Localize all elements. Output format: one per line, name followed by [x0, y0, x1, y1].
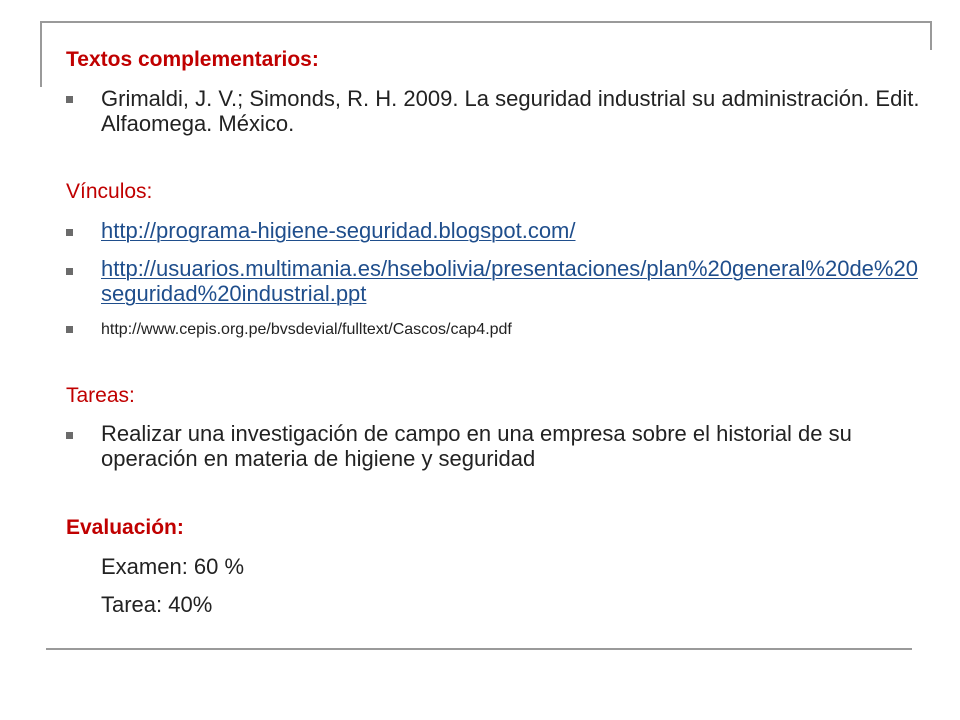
vinculos-item-1	[101, 218, 921, 243]
vinculos-item-2	[101, 256, 921, 306]
tareas-item: Realizar una investigación de campo en una empresa sobre el historial de su operación en materia de higiene y seguridad	[101, 421, 852, 471]
evaluacion-heading: Evaluación:	[66, 516, 184, 539]
vinculos-item-3-plain-url: http://www.cepis.org.pe/bvsdevial/fulltext/Cascos/cap4.pdf	[101, 321, 512, 338]
frame-line-right	[930, 21, 932, 50]
evaluacion-examen: Examen: 60 %	[101, 554, 245, 579]
frame-line-left	[40, 21, 42, 87]
link-multimania[interactable]: http://usuarios.multimania.es/hsebolivia/presentaciones/plan%20general%20de%20seguridad%20industrial.ppt	[101, 256, 918, 306]
tareas-heading: Tareas:	[66, 384, 135, 407]
bullet-square-icon	[66, 326, 73, 333]
bullet-square-icon	[66, 229, 73, 236]
bullet-square-icon	[66, 432, 73, 439]
textos-heading: Textos complementarios:	[66, 48, 319, 71]
link-blogspot[interactable]: http://programa-higiene-seguridad.blogspot.com/	[101, 218, 576, 243]
textos-item-reference: Grimaldi, J. V.; Simonds, R. H. 2009. La seguridad industrial su administración. Edit. Alfaomega. México.	[101, 86, 920, 136]
bullet-square-icon	[66, 268, 73, 275]
frame-line-bottom	[46, 648, 912, 650]
frame-line-top	[40, 21, 932, 23]
evaluacion-tarea: Tarea: 40%	[101, 592, 213, 617]
bullet-square-icon	[66, 96, 73, 103]
vinculos-heading: Vínculos:	[66, 180, 153, 203]
